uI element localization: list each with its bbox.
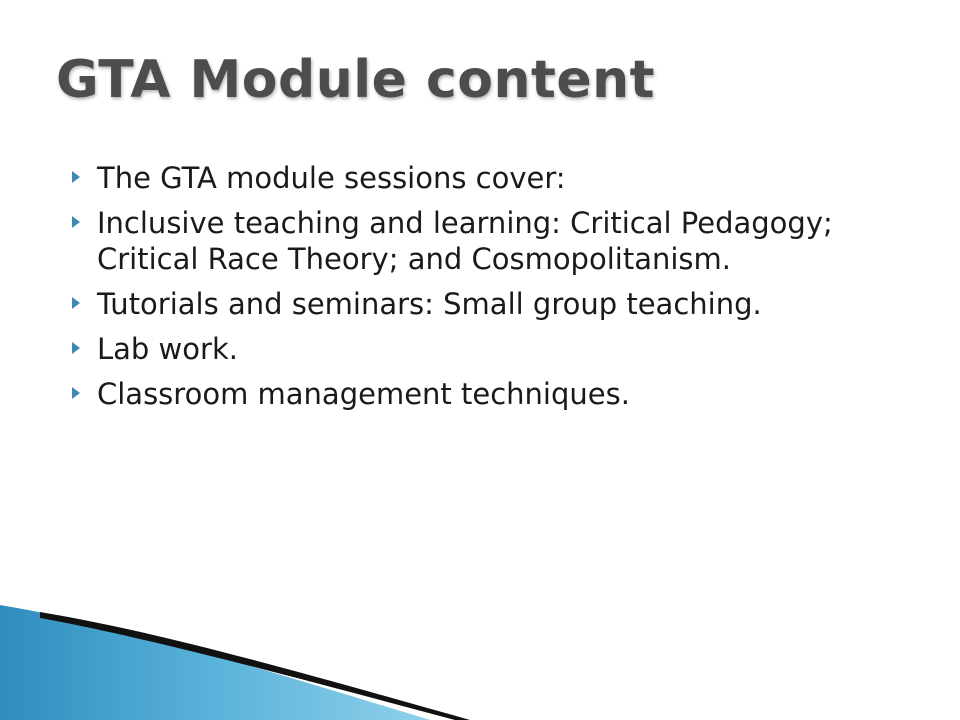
bullet-item [72,331,872,367]
triangle-right-icon [72,387,80,399]
black-swoosh-line [40,612,470,720]
bullet-text: Lab work. [97,332,238,366]
bullet-item [72,376,872,412]
bullet-list [72,160,872,421]
triangle-right-icon [72,171,80,183]
slide-title: GTA Module content [56,50,656,110]
triangle-right-icon [72,297,80,309]
triangle-right-icon [72,342,80,354]
blue-swoosh-shape [0,605,430,720]
bullet-text: Inclusive teaching and learning: Critical Pedagogy; Critical Race Theory; and Cosmopolitanism. [97,206,833,276]
bullet-item [72,205,872,277]
bullet-text: Tutorials and seminars: Small group teaching. [97,287,762,321]
triangle-right-icon [72,216,80,228]
bullet-text: The GTA module sessions cover: [97,161,566,195]
bullet-item [72,160,872,196]
bullet-item [72,286,872,322]
bullet-text: Classroom management techniques. [97,377,630,411]
